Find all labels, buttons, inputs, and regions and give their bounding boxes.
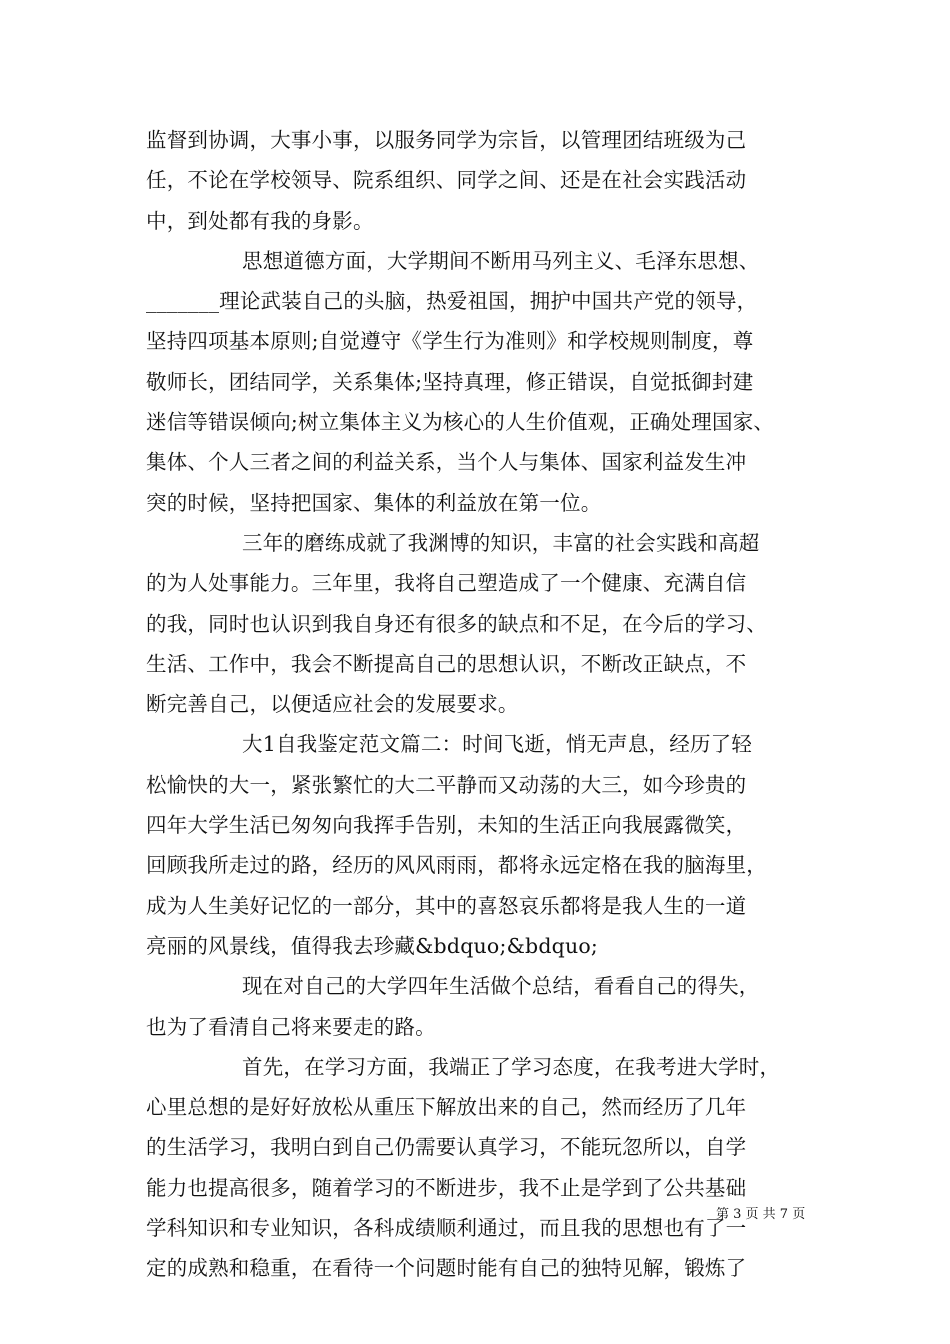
text-line: 回顾我所走过的路，经历的风风雨雨，都将永远定格在我的脑海里， (146, 853, 767, 878)
paragraph-start-line: 大1自我鉴定范文篇二：时间飞逝，悄无声息，经历了轻 (242, 732, 753, 757)
paragraph-start-line: 思想道德方面，大学期间不断用马列主义、毛泽东思想、 (242, 248, 760, 273)
text-line: 坚持四项基本原则;自觉遵守《学生行为准则》和学校规则制度，尊 (146, 329, 754, 354)
text-line: 的为人处事能力。三年里，我将自己塑造成了一个健康、充满自信 (146, 571, 747, 596)
text-line: 学科知识和专业知识，各科成绩顺利通过，而且我的思想也有了一 (146, 1216, 747, 1241)
text-line: _______理论武装自己的头脑，热爱祖国，拥护中国共产党的领导， (146, 289, 758, 314)
text-line: 中，到处都有我的身影。 (146, 208, 374, 233)
text-line: 迷信等错误倾向;树立集体主义为核心的人生价值观，正确处理国家、 (146, 410, 775, 435)
text-line: 断完善自己，以便适应社会的发展要求。 (146, 692, 519, 717)
text-line: 成为人生美好记忆的一部分，其中的喜怒哀乐都将是我人生的一道 (146, 893, 747, 918)
text-line: 的我，同时也认识到我自身还有很多的缺点和不足，在今后的学习、 (146, 611, 767, 636)
text-line: 的生活学习，我明白到自己仍需要认真学习，不能玩忽所以，自学 (146, 1135, 747, 1160)
text-line: 任，不论在学校领导、院系组织、同学之间、还是在社会实践活动 (146, 168, 747, 193)
text-line: 敬师长，团结同学，关系集体;坚持真理，修正错误，自觉抵御封建 (146, 369, 754, 394)
text-line: 突的时候，坚持把国家、集体的利益放在第一位。 (146, 490, 602, 515)
text-line: 心里总想的是好好放松从重压下解放出来的自己，然而经历了几年 (146, 1095, 747, 1120)
text-line: 监督到协调，大事小事，以服务同学为宗旨，以管理团结班级为己 (146, 128, 747, 152)
paragraph-start-line: 首先，在学习方面，我端正了学习态度，在我考进大学时， (242, 1054, 781, 1079)
text-line: 定的成熟和稳重，在看待一个问题时能有自己的独特见解，锻炼了 (146, 1256, 747, 1281)
paragraph-start-line: 现在对自己的大学四年生活做个总结，看看自己的得失， (242, 974, 760, 999)
page-number: 第 3 页 共 7 页 (716, 1207, 806, 1222)
text-line: 四年大学生活已匆匆向我挥手告别，未知的生活正向我展露微笑， (146, 813, 747, 838)
text-line: 能力也提高很多，随着学习的不断进步，我不止是学到了公共基础 (146, 1175, 747, 1200)
text-line: 亮丽的风景线，值得我去珍藏&bdquo;&bdquo; (146, 933, 599, 958)
text-line: 生活、工作中，我会不断提高自己的思想认识，不断改正缺点，不 (146, 651, 747, 676)
paragraph-start-line: 三年的磨练成就了我渊博的知识，丰富的社会实践和高超 (242, 530, 760, 555)
text-line: 也为了看清自己将来要走的路。 (146, 1014, 436, 1039)
text-line: 集体、个人三者之间的利益关系，当个人与集体、国家利益发生冲 (146, 450, 747, 475)
text-line: 松愉快的大一，紧张繁忙的大二平静而又动荡的大三，如今珍贵的 (146, 772, 747, 797)
body-text (146, 120, 806, 1289)
